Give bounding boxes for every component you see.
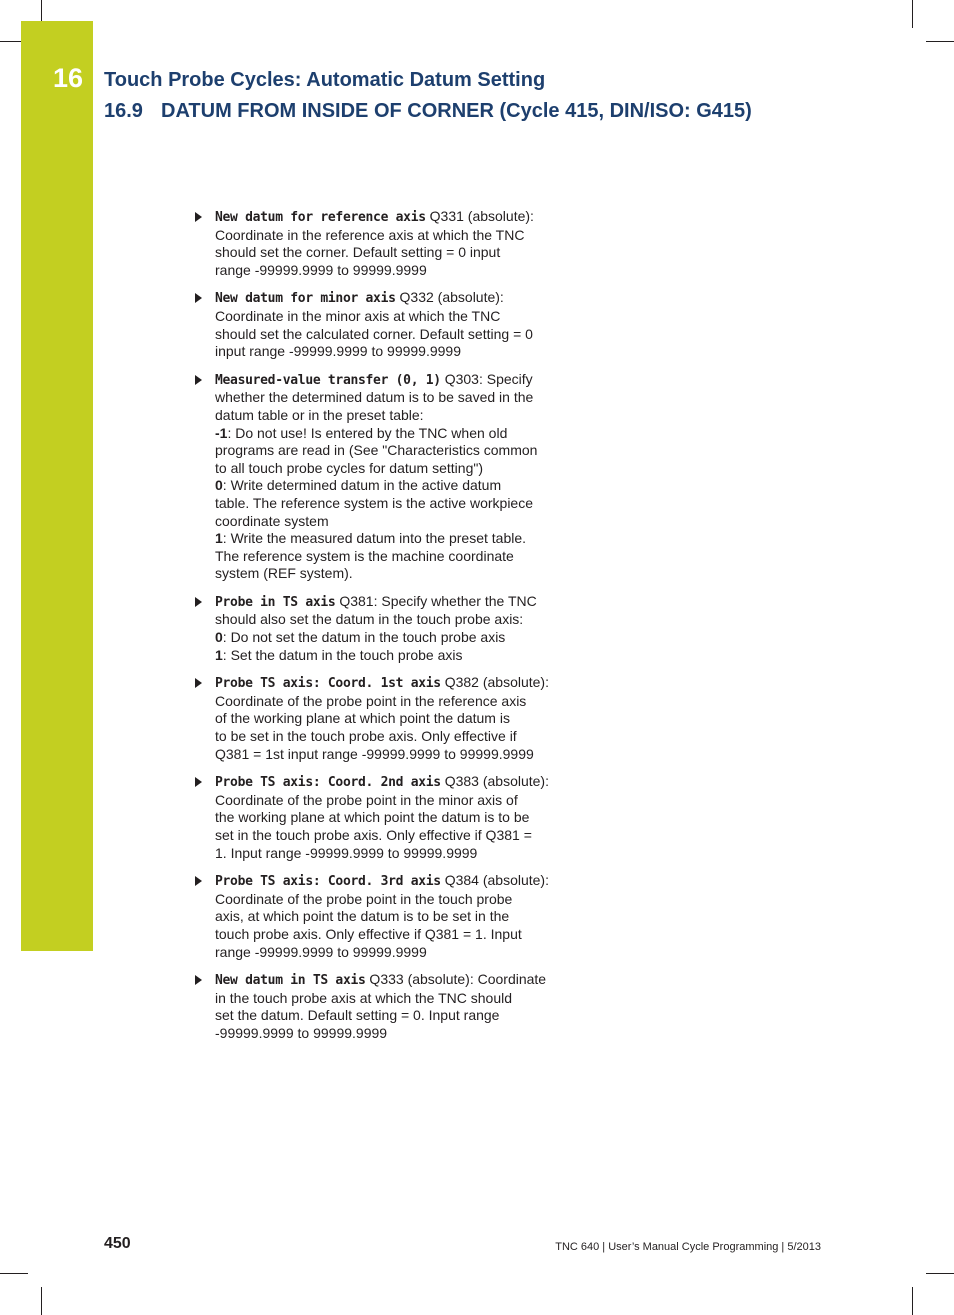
option-line [215, 513, 555, 531]
parameter-text: should also set the datum in the touch probe axis: [215, 611, 524, 628]
parameter-item [195, 971, 555, 1042]
parameter-item [195, 593, 555, 664]
page-number: 450 [104, 1235, 131, 1252]
parameter-text: Q382 (absolute): [440, 674, 549, 691]
option-text: coordinate system [215, 512, 329, 529]
option-key: 1 [215, 646, 223, 663]
parameter-text: whether the determined datum is to be saved in the [215, 389, 534, 406]
section-number: 16.9 [104, 100, 143, 122]
option-line [215, 647, 555, 665]
parameter-text: Q331 (absolute): [425, 208, 534, 224]
bullet-triangle-icon [195, 293, 202, 303]
option-line [215, 442, 555, 460]
parameter-text: to be set in the touch probe axis. Only effective if [215, 728, 517, 745]
parameter-text: Coordinate of the probe point in the reference axis [215, 692, 527, 709]
parameter-text: Q381: Specify whether the TNC [335, 592, 537, 609]
parameter-text: should set the calculated corner. Default setting = 0 [215, 325, 533, 342]
option-text: : Write determined datum in the active datum [222, 477, 502, 494]
parameter-text: Q332 (absolute): [395, 289, 504, 306]
option-key: 0 [215, 477, 223, 494]
parameter-text: in the touch probe axis at which the TNC should [215, 989, 513, 1006]
option-line [215, 477, 555, 495]
parameter-text: touch probe axis. Only effective if Q381 = 1. Input [215, 925, 522, 942]
option-line [215, 565, 555, 583]
footer-text: TNC 640 | User’s Manual Cycle Programming | 5/2013 [555, 1241, 821, 1253]
parameter-text: input range -99999.9999 to 99999.9999 [215, 343, 461, 360]
crop-mark [0, 1273, 28, 1274]
crop-mark [912, 1287, 913, 1315]
chapter-title: Touch Probe Cycles: Automatic Datum Setting [104, 69, 546, 91]
bullet-triangle-icon [195, 777, 202, 787]
parameter-text: -99999.9999 to 99999.9999 [215, 1024, 388, 1041]
parameter-text: set the datum. Default setting = 0. Input range [215, 1007, 500, 1024]
option-line [215, 530, 555, 548]
parameter-item [195, 208, 555, 279]
option-key: -1 [215, 424, 228, 441]
bullet-triangle-icon [195, 678, 202, 688]
parameter-list [195, 208, 555, 1053]
chapter-number: 16 [53, 63, 84, 93]
bullet-triangle-icon [195, 975, 202, 985]
option-text: programs are read in (See "Characteristics common [215, 442, 538, 459]
parameter-item [195, 371, 555, 583]
parameter-text: Coordinate of the probe point in the minor axis of [215, 791, 518, 808]
parameter-text: Q381 = 1st input range -99999.9999 to 99999.9999 [215, 745, 534, 762]
parameter-text: of the working plane at which point the datum is [215, 710, 510, 727]
crop-mark [912, 0, 913, 28]
option-line [215, 629, 555, 647]
option-text: system (REF system). [215, 565, 353, 582]
parameter-text: should set the corner. Default setting = 0 input [215, 244, 501, 261]
parameter-text: Q383 (absolute): [440, 773, 549, 790]
parameter-text: Coordinate in the minor axis at which the TNC [215, 307, 501, 324]
crop-mark [926, 41, 954, 42]
crop-mark [41, 1287, 42, 1315]
parameter-text: Q303: Specify [440, 370, 533, 387]
option-text: table. The reference system is the active workpiece [215, 494, 534, 511]
parameter-text: the working plane at which point the datum is to be [215, 809, 530, 826]
parameter-label: Probe in TS axis [215, 594, 336, 610]
option-line [215, 548, 555, 566]
parameter-text: datum table or in the preset table: [215, 406, 424, 423]
option-key: 1 [215, 530, 223, 547]
option-line [215, 495, 555, 513]
option-text: : Do not set the datum in the touch probe axis [222, 629, 506, 646]
option-text: : Set the datum in the touch probe axis [222, 646, 463, 663]
parameter-text: range -99999.9999 to 99999.9999 [215, 261, 427, 278]
parameter-item [195, 674, 555, 763]
parameter-item [195, 872, 555, 961]
bullet-triangle-icon [195, 375, 202, 385]
parameter-label: Probe TS axis: Coord. 1st axis [215, 676, 441, 692]
option-text: : Write the measured datum into the preset table. [222, 530, 527, 547]
option-text: The reference system is the machine coordinate [215, 547, 514, 564]
chapter-tab [21, 21, 93, 951]
bullet-triangle-icon [195, 876, 202, 886]
option-line [215, 425, 555, 443]
parameter-text: range -99999.9999 to 99999.9999 [215, 943, 427, 960]
bullet-triangle-icon [195, 212, 202, 222]
parameter-label: New datum for minor axis [215, 291, 396, 307]
parameter-text: Coordinate in the reference axis at which the TNC [215, 226, 525, 243]
parameter-text: Q333 (absolute): Coordinate [365, 971, 547, 988]
option-text: to all touch probe cycles for datum setting") [215, 459, 483, 476]
parameter-text: axis, at which point the datum is to be set in the [215, 908, 510, 925]
crop-mark [926, 1273, 954, 1274]
parameter-text: Q384 (absolute): [440, 872, 549, 889]
parameter-text: 1. Input range -99999.9999 to 99999.9999 [215, 844, 478, 861]
section-heading: DATUM FROM INSIDE OF CORNER (Cycle 415, DIN/ISO: G415) [161, 100, 752, 122]
parameter-label: Probe TS axis: Coord. 2nd axis [215, 775, 441, 791]
option-line [215, 460, 555, 478]
parameter-text: set in the touch probe axis. Only effective if Q381 = [215, 827, 532, 843]
parameter-label: New datum in TS axis [215, 973, 366, 989]
option-text: : Do not use! Is entered by the TNC when old [227, 424, 508, 441]
parameter-label: Probe TS axis: Coord. 3rd axis [215, 874, 441, 890]
option-key: 0 [215, 629, 223, 646]
parameter-item [195, 773, 555, 862]
parameter-label: New datum for reference axis [215, 210, 426, 225]
parameter-label: Measured-value transfer (0, 1) [215, 372, 441, 388]
section-title [104, 97, 752, 125]
parameter-item [195, 289, 555, 360]
bullet-triangle-icon [195, 597, 202, 607]
parameter-text: Coordinate of the probe point in the touch probe [215, 890, 513, 907]
